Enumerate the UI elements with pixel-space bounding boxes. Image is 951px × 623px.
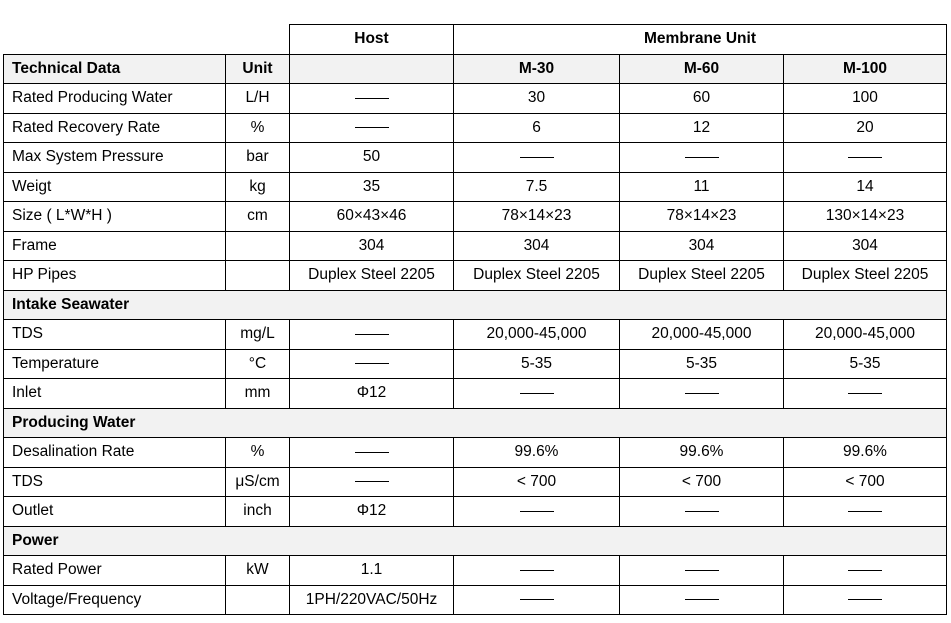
cell-host: Φ12: [290, 497, 454, 527]
cell-m100: [784, 143, 947, 173]
cell-m60: Duplex Steel 2205: [620, 261, 784, 291]
cell-m30: [454, 379, 620, 409]
blank-cell: [226, 25, 290, 55]
cell-m30: 7.5: [454, 172, 620, 202]
cell-unit: %: [226, 438, 290, 468]
technical-data-header: Technical Data: [4, 54, 226, 84]
cell-m100: 20: [784, 113, 947, 143]
cell-host: 304: [290, 231, 454, 261]
dash-mark: [685, 511, 719, 512]
table-row: [4, 231, 947, 261]
cell-m60: [620, 585, 784, 615]
table-row: [4, 379, 947, 409]
cell-unit: mg/L: [226, 320, 290, 350]
cell-label: TDS: [4, 467, 226, 497]
dash-mark: [520, 157, 554, 158]
dash-mark: [355, 98, 389, 99]
cell-m30: 99.6%: [454, 438, 620, 468]
dash-mark: [355, 363, 389, 364]
cell-m60: 12: [620, 113, 784, 143]
cell-label: Weigt: [4, 172, 226, 202]
cell-label: TDS: [4, 320, 226, 350]
dash-mark: [685, 393, 719, 394]
cell-m60: 78×14×23: [620, 202, 784, 232]
m30-header: M-30: [454, 54, 620, 84]
cell-host: 50: [290, 143, 454, 173]
dash-mark: [520, 393, 554, 394]
cell-m60: [620, 556, 784, 586]
cell-label: Rated Power: [4, 556, 226, 586]
membrane-unit-header: Membrane Unit: [454, 25, 947, 55]
cell-host: [290, 84, 454, 114]
cell-host: [290, 349, 454, 379]
dash-mark: [685, 599, 719, 600]
table-row: [4, 497, 947, 527]
cell-m30: [454, 585, 620, 615]
cell-m60: 5-35: [620, 349, 784, 379]
cell-unit: inch: [226, 497, 290, 527]
section-title: Power: [4, 526, 947, 556]
cell-m100: [784, 497, 947, 527]
dash-mark: [848, 157, 882, 158]
cell-label: Voltage/Frequency: [4, 585, 226, 615]
cell-host: 1.1: [290, 556, 454, 586]
cell-label: HP Pipes: [4, 261, 226, 291]
cell-m60: 304: [620, 231, 784, 261]
cell-host: [290, 438, 454, 468]
section-row: [4, 526, 947, 556]
table-row: [4, 438, 947, 468]
blank-cell: [4, 25, 226, 55]
cell-m100: < 700: [784, 467, 947, 497]
cell-m100: [784, 556, 947, 586]
cell-m100: 100: [784, 84, 947, 114]
cell-m100: [784, 379, 947, 409]
unit-header: Unit: [226, 54, 290, 84]
cell-m30: 78×14×23: [454, 202, 620, 232]
cell-label: Desalination Rate: [4, 438, 226, 468]
cell-m100: 14: [784, 172, 947, 202]
cell-unit: [226, 585, 290, 615]
table-row: [4, 202, 947, 232]
cell-label: Frame: [4, 231, 226, 261]
dash-mark: [355, 334, 389, 335]
dash-mark: [848, 570, 882, 571]
dash-mark: [520, 570, 554, 571]
cell-m30: 30: [454, 84, 620, 114]
cell-m100: 304: [784, 231, 947, 261]
m100-header: M-100: [784, 54, 947, 84]
cell-m100: 20,000-45,000: [784, 320, 947, 350]
cell-m60: < 700: [620, 467, 784, 497]
cell-label: Temperature: [4, 349, 226, 379]
spec-table: [3, 24, 947, 615]
cell-host: [290, 467, 454, 497]
cell-m100: 5-35: [784, 349, 947, 379]
cell-label: Outlet: [4, 497, 226, 527]
table-row: [4, 467, 947, 497]
cell-label: Size ( L*W*H ): [4, 202, 226, 232]
cell-m100: [784, 585, 947, 615]
cell-m100: 99.6%: [784, 438, 947, 468]
cell-host: Φ12: [290, 379, 454, 409]
table-row: [4, 556, 947, 586]
table-row: [4, 320, 947, 350]
cell-host: [290, 320, 454, 350]
dash-mark: [355, 127, 389, 128]
cell-m30: [454, 497, 620, 527]
cell-label: Rated Recovery Rate: [4, 113, 226, 143]
cell-m60: 11: [620, 172, 784, 202]
cell-m30: 6: [454, 113, 620, 143]
cell-unit: cm: [226, 202, 290, 232]
cell-label: Rated Producing Water: [4, 84, 226, 114]
cell-m60: [620, 143, 784, 173]
cell-unit: kW: [226, 556, 290, 586]
cell-host: Duplex Steel 2205: [290, 261, 454, 291]
cell-m30: [454, 556, 620, 586]
dash-mark: [355, 481, 389, 482]
host-empty-header: [290, 54, 454, 84]
host-header: Host: [290, 25, 454, 55]
table-row: [4, 143, 947, 173]
cell-m60: 20,000-45,000: [620, 320, 784, 350]
dash-mark: [848, 599, 882, 600]
cell-m60: 99.6%: [620, 438, 784, 468]
table-row: [4, 349, 947, 379]
cell-host: 35: [290, 172, 454, 202]
cell-m30: Duplex Steel 2205: [454, 261, 620, 291]
dash-mark: [520, 511, 554, 512]
cell-unit: mm: [226, 379, 290, 409]
section-title: Producing Water: [4, 408, 947, 438]
table-row: [4, 585, 947, 615]
cell-m100: Duplex Steel 2205: [784, 261, 947, 291]
cell-m30: [454, 143, 620, 173]
cell-unit: bar: [226, 143, 290, 173]
cell-label: Max System Pressure: [4, 143, 226, 173]
table-row: [4, 172, 947, 202]
dash-mark: [848, 393, 882, 394]
dash-mark: [848, 511, 882, 512]
cell-m100: 130×14×23: [784, 202, 947, 232]
section-title: Intake Seawater: [4, 290, 947, 320]
cell-host: [290, 113, 454, 143]
cell-m60: 60: [620, 84, 784, 114]
cell-m60: [620, 497, 784, 527]
column-header-row: [4, 54, 947, 84]
cell-unit: °C: [226, 349, 290, 379]
header-row: [4, 25, 947, 55]
section-row: [4, 408, 947, 438]
cell-label: Inlet: [4, 379, 226, 409]
dash-mark: [355, 452, 389, 453]
table-row: [4, 113, 947, 143]
cell-unit: kg: [226, 172, 290, 202]
cell-unit: L/H: [226, 84, 290, 114]
m60-header: M-60: [620, 54, 784, 84]
section-row: [4, 290, 947, 320]
cell-m30: 304: [454, 231, 620, 261]
cell-m30: < 700: [454, 467, 620, 497]
cell-m60: [620, 379, 784, 409]
cell-unit: [226, 261, 290, 291]
cell-host: 1PH/220VAC/50Hz: [290, 585, 454, 615]
cell-unit: %: [226, 113, 290, 143]
dash-mark: [685, 570, 719, 571]
cell-m30: 5-35: [454, 349, 620, 379]
table-row: [4, 261, 947, 291]
cell-unit: μS/cm: [226, 467, 290, 497]
dash-mark: [520, 599, 554, 600]
cell-host: 60×43×46: [290, 202, 454, 232]
cell-m30: 20,000-45,000: [454, 320, 620, 350]
dash-mark: [685, 157, 719, 158]
table-row: [4, 84, 947, 114]
cell-unit: [226, 231, 290, 261]
